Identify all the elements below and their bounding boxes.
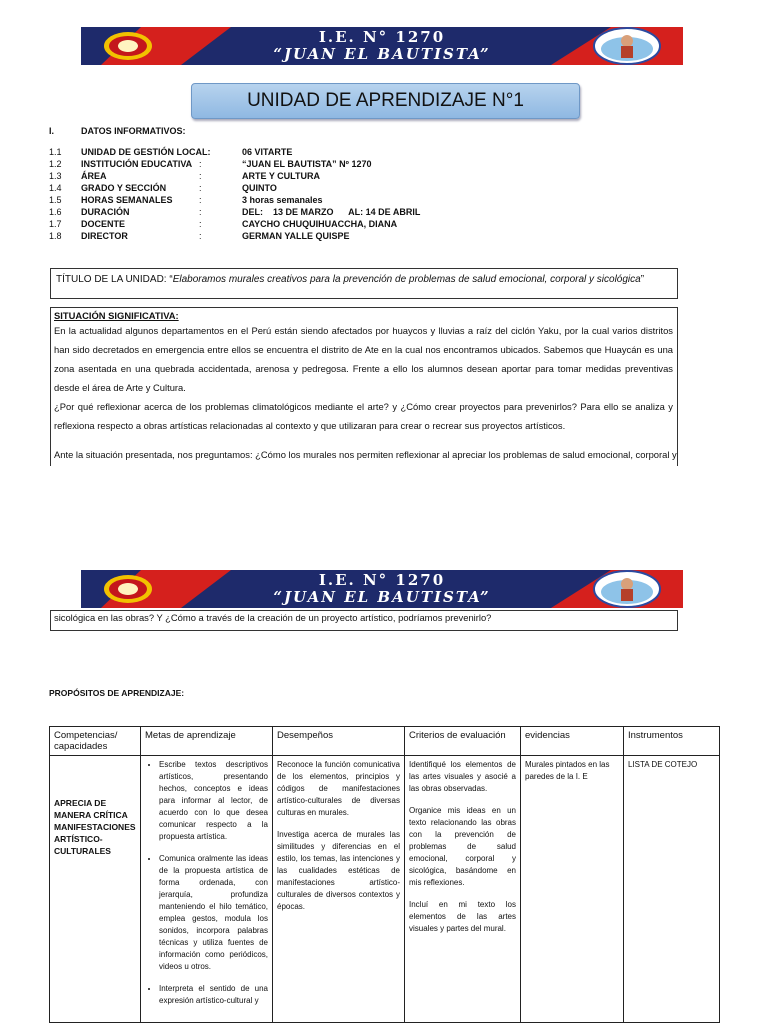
info-row-value: 06 VITARTE <box>242 147 293 157</box>
competencia-name: APRECIA DE MANERA CRÍTICA MANIFESTACIONES ARTÍSTICO-CULTURALES <box>54 798 136 856</box>
info-row-colon: : <box>199 171 202 181</box>
info-row-label: DURACIÓN <box>81 207 130 217</box>
banner-school-number: I.E. N° 1270 <box>318 28 446 46</box>
competencies-table <box>49 726 720 1023</box>
info-row-number: 1.2 <box>49 159 62 169</box>
info-row-colon: : <box>199 195 202 205</box>
meta-item: • Interpreta el sentido de una expresión artístico-cultural y <box>159 983 268 1007</box>
situation-paragraph-1: En la actualidad algunos departamentos en el Perú están siendo afectados por huaycos y lluvias a raíz del ciclón Yaku, por la cual varios distritos han sido decretados en emergencia entre ellos se encuentra el distrito de Ate en la cual nos encontramos ubicados. Sabemos que Huaycán es una zona asentada en una quebrada accidentada, arenosa y pedregosa. Frente a ello los alumnos desean aportar para tomar medidas preventivas desde el área de Arte y Cultura. <box>54 325 673 393</box>
info-row-label: GRADO Y SECCIÓN <box>81 183 167 193</box>
situation-heading: SITUACIÓN SIGNIFICATIVA: <box>54 310 179 321</box>
info-row-value: DEL: 13 DE MARZO AL: 14 DE ABRIL <box>242 207 421 217</box>
situation-paragraph-2: ¿Por qué reflexionar acerca de los problemas climatológicos mediante el arte? y ¿Cómo crear proyectos para prevenirlos? Para ello se analiza y reflexiona respecto a obras artísticas relacionadas al contexto y que utilizaran para crear o recrear sus proyectos artísticos. <box>54 401 673 431</box>
banner-school-name: “JUAN EL BAUTISTA” <box>273 45 491 63</box>
desempeno-item: Reconoce la función comunicativa de los elementos, principios y códigos de manifestaciones artístico-culturales de diversas culturas en murales. <box>277 760 400 817</box>
section-number: I. <box>49 126 55 136</box>
info-row-label: ÁREA <box>81 171 107 181</box>
info-row-label: INSTITUCIÓN EDUCATIVA <box>81 159 193 169</box>
unit-title-box <box>50 268 678 299</box>
info-row-colon: : <box>199 183 202 193</box>
cell-competencia <box>50 756 141 1023</box>
situation-paragraph-3: Ante la situación presentada, nos preguntamos: ¿Cómo los murales nos permiten reflexionar al apreciar los problemas de salud emocional, corporal y <box>54 449 677 460</box>
situation-box <box>50 307 678 466</box>
info-row-colon: : <box>199 207 202 217</box>
cell-instrumentos: LISTA DE COTEJO <box>624 756 720 1023</box>
unit-title: UNIDAD DE APRENDIZAJE N°1 <box>191 83 580 119</box>
unit-title-close: ” <box>640 274 645 285</box>
info-row-value: 3 horas semanales <box>242 195 323 205</box>
meta-item: • Comunica oralmente las ideas de la propuesta artística de forma ordenada, con jerarquía, profundiza manteniendo el hilo temático, emplea gestos, modula los sonidos, incorpora palabras técnicas y utiliza fuentes de información como periódicos, videos u otros. <box>159 853 268 973</box>
info-row-number: 1.7 <box>49 219 62 229</box>
info-row-colon: : <box>199 231 202 241</box>
info-row-colon: : <box>199 219 202 229</box>
cell-criterios <box>405 756 521 1023</box>
header-evidencias: evidencias <box>521 727 624 756</box>
unit-title-value: Elaboramos murales creativos para la prevención de problemas de salud emocional, corporal y sicológica <box>172 274 641 285</box>
header-banner <box>81 27 683 65</box>
info-row-label: DOCENTE <box>81 219 126 229</box>
saint-emblem-icon <box>593 27 661 65</box>
header-criterios: Criterios de evaluación <box>405 727 521 756</box>
cell-desempenos <box>273 756 405 1023</box>
header-metas: Metas de aprendizaje <box>141 727 273 756</box>
criterio-item: Identifiqué los elementos de las artes visuales y asocié a las obras observadas. <box>409 760 516 793</box>
info-row-number: 1.8 <box>49 231 62 241</box>
cell-evidencias: Murales pintados en las paredes de la I. E <box>521 756 624 1023</box>
info-row-value: “JUAN EL BAUTISTA” Nº 1270 <box>242 159 372 169</box>
header-desempenos: Desempeños <box>273 727 405 756</box>
table-header-row <box>50 727 720 756</box>
criterio-item: Organice mis ideas en un texto relacionando las obras con la prevención de problemas de salud emocional, corporal y sicológica, basándome en mis reflexiones. <box>409 806 516 887</box>
desempeno-item: Investiga acerca de murales las similitudes y diferencias en el estilo, los temas, las intenciones y las cualidades estéticas de manifestaciones artístico-culturales de diversos contextos y épocas. <box>277 830 400 911</box>
info-row-label: UNIDAD DE GESTIÓN LOCAL: <box>81 147 211 157</box>
banner-school-number: I.E. N° 1270 <box>318 571 446 589</box>
info-row-value: QUINTO <box>242 183 277 193</box>
cell-metas <box>141 756 273 1023</box>
header-instrumentos: Instrumentos <box>624 727 720 756</box>
situation-continuation-box <box>50 610 678 631</box>
info-row-colon: : <box>199 159 202 169</box>
info-section-heading <box>49 126 186 136</box>
info-row-label: HORAS SEMANALES <box>81 195 173 205</box>
criterio-item: Incluí en mi texto los elementos de las artes visuales y partes del mural. <box>409 900 516 933</box>
info-row-value: CAYCHO CHUQUIHUACCHA, DIANA <box>242 219 398 229</box>
header-competencias: Competencias/ capacidades <box>50 727 141 756</box>
info-row-value: ARTE Y CULTURA <box>242 171 321 181</box>
table-row <box>50 756 720 1023</box>
banner-school-name: “JUAN EL BAUTISTA” <box>273 588 491 606</box>
purposes-heading: PROPÓSITOS DE APRENDIZAJE: <box>49 688 185 698</box>
info-row-number: 1.6 <box>49 207 62 217</box>
situation-continuation: sicológica en las obras? Y ¿Cómo a través de la creación de un proyecto artístico, podríamos prevenirlo? <box>54 612 492 623</box>
header-banner-repeat <box>81 570 683 608</box>
info-row-number: 1.3 <box>49 171 62 181</box>
info-row-number: 1.5 <box>49 195 62 205</box>
info-row-value: GERMAN YALLE QUISPE <box>242 231 350 241</box>
saint-emblem-icon <box>593 570 661 608</box>
unit-title-label: TÍTULO DE LA UNIDAD: “ <box>56 274 173 285</box>
info-row-number: 1.4 <box>49 183 62 193</box>
info-row-label: DIRECTOR <box>81 231 128 241</box>
info-row-number: 1.1 <box>49 147 62 157</box>
meta-item: • Escribe textos descriptivos artísticos, presentando hechos, conceptos e ideas para informar al lector, de acuerdo con lo que desea comunicar respecto a la propuesta artística. <box>159 759 268 843</box>
section-label: DATOS INFORMATIVOS: <box>81 126 186 136</box>
